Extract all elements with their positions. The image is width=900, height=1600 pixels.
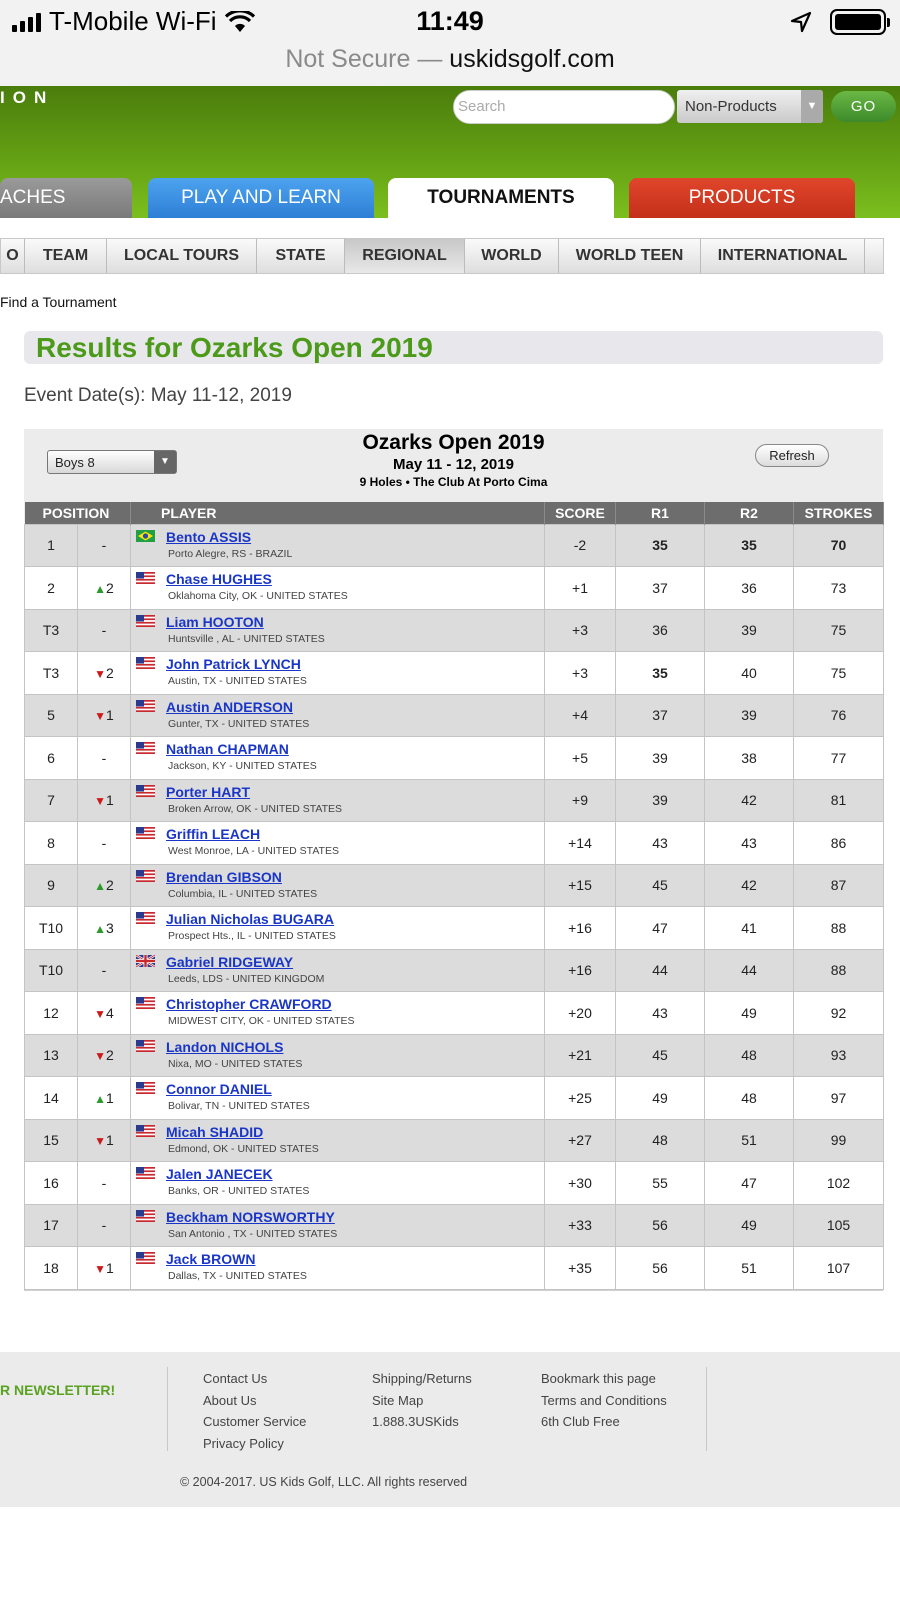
cell-strokes: 81	[794, 779, 884, 822]
cell-position: 18	[25, 1247, 78, 1290]
results-body	[25, 524, 884, 1289]
cell-movement	[78, 567, 131, 610]
position-change: 4	[106, 1004, 114, 1021]
cell-score: +4	[545, 694, 616, 737]
footer-link-terms[interactable]: Terms and Conditions	[541, 1392, 667, 1408]
status-bar	[0, 0, 900, 44]
cell-strokes: 93	[794, 1034, 884, 1077]
arrow-down-icon: ▼	[94, 1049, 107, 1064]
cell-player	[131, 907, 545, 950]
cell-movement	[78, 949, 131, 992]
leaderboard	[24, 429, 883, 1291]
table-row	[25, 822, 884, 865]
cell-position: 17	[25, 1204, 78, 1247]
cell-r1: 39	[616, 737, 705, 780]
position-change: 1	[106, 1259, 114, 1276]
table-row	[25, 992, 884, 1035]
board-title: Ozarks Open 2019	[362, 431, 545, 454]
cell-strokes: 107	[794, 1247, 884, 1290]
cell-strokes: 75	[794, 652, 884, 695]
player-location: Nixa, MO - UNITED STATES	[168, 1057, 303, 1070]
cell-position: 8	[25, 822, 78, 865]
arrow-down-icon: ▼	[94, 709, 107, 724]
cell-score: -2	[545, 524, 616, 567]
arrow-up-icon: ▲	[94, 879, 107, 894]
cell-score: +5	[545, 737, 616, 780]
arrow-down-icon: ▼	[94, 794, 107, 809]
tab-coaches[interactable]: ACHES	[0, 178, 132, 218]
cell-r1: 39	[616, 779, 705, 822]
table-row	[25, 737, 884, 780]
cell-r2: 35	[705, 524, 794, 567]
col-header-strokes: STROKES	[794, 502, 884, 524]
cell-score: +27	[545, 1119, 616, 1162]
division-value: Boys 8	[55, 455, 95, 470]
cell-position: 7	[25, 779, 78, 822]
player-location: Gunter, TX - UNITED STATES	[168, 717, 310, 730]
cell-r2: 51	[705, 1119, 794, 1162]
product-filter-value: Non-Products	[685, 98, 777, 115]
subnav-item-international[interactable]: INTERNATIONAL	[701, 239, 865, 273]
position-change: -	[101, 1217, 107, 1234]
cell-strokes: 99	[794, 1119, 884, 1162]
player-name-link[interactable]: Julian Nicholas BUGARA	[166, 911, 335, 927]
cell-score: +3	[545, 652, 616, 695]
cell-score: +3	[545, 609, 616, 652]
footer-link-phone[interactable]: 1.888.3USKids	[372, 1414, 459, 1429]
carrier-label: T-Mobile Wi-Fi	[49, 6, 217, 36]
cell-strokes: 102	[794, 1162, 884, 1205]
position-change: 1	[106, 1089, 114, 1106]
cell-player	[131, 737, 545, 780]
cell-r2: 42	[705, 779, 794, 822]
player-name-link[interactable]: Jack BROWN	[166, 1251, 256, 1267]
cell-score: +20	[545, 992, 616, 1035]
site-header	[0, 86, 900, 218]
results-table	[24, 502, 884, 1290]
cell-r1: 48	[616, 1119, 705, 1162]
footer-link-sitemap[interactable]: Site Map	[372, 1392, 424, 1408]
cell-player	[131, 864, 545, 907]
cell-score: +9	[545, 779, 616, 822]
cell-r2: 49	[705, 1204, 794, 1247]
position-change: 1	[106, 1132, 114, 1149]
position-change: 2	[106, 579, 114, 596]
player-name-link[interactable]: Porter HART	[166, 783, 251, 800]
table-row	[25, 609, 884, 652]
cell-movement	[78, 737, 131, 780]
position-change: -	[101, 537, 107, 554]
arrow-down-icon: ▼	[94, 1134, 107, 1149]
cell-r2: 36	[705, 567, 794, 610]
arrow-down-icon: ▼	[94, 1261, 107, 1276]
player-location: Dallas, TX - UNITED STATES	[168, 1270, 307, 1282]
player-location: Columbia, IL - UNITED STATES	[168, 887, 318, 900]
chevron-down-icon: ▼	[801, 90, 823, 123]
cell-movement	[78, 992, 131, 1035]
cell-movement	[78, 1162, 131, 1205]
table-row	[25, 1162, 884, 1205]
col-header-score: SCORE	[545, 502, 616, 524]
cell-r1: 45	[616, 1034, 705, 1077]
cell-position: 16	[25, 1162, 78, 1205]
cell-player	[131, 524, 545, 567]
position-change: -	[101, 622, 107, 639]
cell-r1: 35	[616, 524, 705, 567]
position-change: 1	[106, 707, 114, 724]
cell-position: T10	[25, 949, 78, 992]
tab-tournaments[interactable]: TOURNAMENTS	[388, 178, 614, 218]
arrow-down-icon: ▼	[94, 1006, 107, 1021]
position-change: -	[101, 1174, 107, 1191]
event-date: Event Date(s): May 11-12, 2019	[24, 385, 292, 406]
cell-position: 1	[25, 524, 78, 567]
cell-position: 5	[25, 694, 78, 737]
cell-r2: 44	[705, 949, 794, 992]
cell-position: T3	[25, 609, 78, 652]
player-location: Banks, OR - UNITED STATES	[168, 1185, 310, 1197]
cell-position: 9	[25, 864, 78, 907]
table-row	[25, 1119, 884, 1162]
location-arrow-icon	[790, 11, 812, 33]
cell-r2: 49	[705, 992, 794, 1035]
cell-strokes: 88	[794, 949, 884, 992]
col-header-position: POSITION	[25, 502, 131, 524]
cell-position: 14	[25, 1077, 78, 1120]
footer-link-about[interactable]: About Us	[203, 1392, 257, 1408]
position-change: 2	[106, 1047, 114, 1064]
position-change: 2	[106, 664, 114, 681]
cell-score: +35	[545, 1247, 616, 1290]
table-row	[25, 567, 884, 610]
player-name-link[interactable]: Chase HUGHES	[166, 571, 272, 587]
table-row	[25, 524, 884, 567]
cell-player	[131, 1077, 545, 1120]
player-location: Porto Alegre, RS - BRAZIL	[168, 547, 293, 560]
cell-strokes: 87	[794, 864, 884, 907]
player-location: Broken Arrow, OK - UNITED STATES	[168, 802, 343, 815]
search-input[interactable]: Search	[453, 90, 675, 124]
cell-movement	[78, 694, 131, 737]
footer-col-3	[541, 1368, 667, 1433]
cell-strokes: 105	[794, 1204, 884, 1247]
table-row	[25, 907, 884, 950]
status-right	[790, 9, 886, 35]
player-name-link[interactable]: Christopher CRAWFORD	[166, 996, 332, 1012]
footer-link-customer-service[interactable]: Customer Service	[203, 1414, 307, 1429]
cell-r1: 37	[616, 567, 705, 610]
cell-player	[131, 1204, 545, 1247]
subnav-item-local-tours[interactable]: LOCAL TOURS	[107, 239, 257, 273]
cell-r1: 43	[616, 822, 705, 865]
chevron-down-icon: ▼	[154, 451, 176, 473]
player-location: San Antonio , TX - UNITED STATES	[168, 1227, 338, 1240]
cell-r2: 43	[705, 822, 794, 865]
cell-strokes: 88	[794, 907, 884, 950]
position-change: 1	[106, 792, 114, 809]
clock: 11:49	[416, 6, 484, 36]
cell-position: 6	[25, 737, 78, 780]
cell-score: +15	[545, 864, 616, 907]
cell-player	[131, 652, 545, 695]
cell-position: 13	[25, 1034, 78, 1077]
position-change: -	[101, 962, 107, 979]
cell-position: 2	[25, 567, 78, 610]
cell-strokes: 77	[794, 737, 884, 780]
address-bar[interactable]	[0, 44, 900, 86]
player-name-link[interactable]: Landon NICHOLS	[166, 1038, 284, 1055]
cell-player	[131, 1162, 545, 1205]
cell-r1: 56	[616, 1204, 705, 1247]
cell-movement	[78, 524, 131, 567]
tab-products[interactable]: PRODUCTS	[629, 178, 855, 218]
player-name-link[interactable]: Nathan CHAPMAN	[166, 741, 289, 757]
player-location: MIDWEST CITY, OK - UNITED STATES	[168, 1015, 355, 1027]
cell-strokes: 76	[794, 694, 884, 737]
cell-r1: 49	[616, 1077, 705, 1120]
cell-r2: 40	[705, 652, 794, 695]
cell-score: +30	[545, 1162, 616, 1205]
cell-r1: 45	[616, 864, 705, 907]
cell-player	[131, 1247, 545, 1290]
cell-r2: 38	[705, 737, 794, 780]
cell-strokes: 75	[794, 609, 884, 652]
player-name-link[interactable]: John Patrick LYNCH	[166, 656, 301, 672]
table-row	[25, 694, 884, 737]
table-row	[25, 779, 884, 822]
cell-movement	[78, 652, 131, 695]
footer-col-1	[203, 1368, 306, 1454]
cell-score: +14	[545, 822, 616, 865]
cell-player	[131, 779, 545, 822]
player-name-link[interactable]: Micah SHADID	[166, 1123, 264, 1140]
cell-movement	[78, 822, 131, 865]
cell-r2: 39	[705, 609, 794, 652]
tab-play-and-learn[interactable]: PLAY AND LEARN	[148, 178, 374, 218]
table-row	[25, 652, 884, 695]
cell-r2: 48	[705, 1077, 794, 1120]
player-location: Oklahoma City, OK - UNITED STATES	[168, 590, 348, 602]
player-location: Austin, TX - UNITED STATES	[168, 675, 307, 687]
cell-position: 15	[25, 1119, 78, 1162]
cell-r1: 44	[616, 949, 705, 992]
subnav-item-partial[interactable]: O	[1, 239, 25, 273]
player-location: West Monroe, LA - UNITED STATES	[168, 845, 339, 857]
player-name-link[interactable]: Connor DANIEL	[166, 1081, 272, 1097]
table-row	[25, 1034, 884, 1077]
table-row	[25, 864, 884, 907]
cell-player	[131, 1034, 545, 1077]
cell-position: T10	[25, 907, 78, 950]
cell-player	[131, 992, 545, 1035]
cell-player	[131, 949, 545, 992]
footer-link-6th-club[interactable]: 6th Club Free	[541, 1414, 620, 1429]
product-filter-select[interactable]	[677, 90, 823, 123]
cell-player	[131, 822, 545, 865]
cell-score: +16	[545, 949, 616, 992]
player-name-link[interactable]: Bento ASSIS	[166, 528, 252, 545]
subnav-item-team[interactable]: TEAM	[25, 239, 107, 273]
player-name-link[interactable]: Griffin LEACH	[166, 826, 261, 842]
col-header-r2: R2	[705, 502, 794, 524]
cell-player	[131, 694, 545, 737]
player-name-link[interactable]: Gabriel RIDGEWAY	[166, 953, 294, 970]
cell-score: +1	[545, 567, 616, 610]
position-change: -	[101, 834, 107, 851]
cell-position: T3	[25, 652, 78, 695]
player-location: Huntsville , AL - UNITED STATES	[168, 632, 325, 645]
cell-r2: 47	[705, 1162, 794, 1205]
footer-link-privacy[interactable]: Privacy Policy	[203, 1435, 284, 1451]
cell-player	[131, 567, 545, 610]
copyright: © 2004-2017. US Kids Golf, LLC. All rights reserved	[180, 1475, 468, 1489]
cell-r2: 48	[705, 1034, 794, 1077]
table-row	[25, 1204, 884, 1247]
cell-movement	[78, 1034, 131, 1077]
cell-movement	[78, 1119, 131, 1162]
cell-r1: 56	[616, 1247, 705, 1290]
cell-r1: 43	[616, 992, 705, 1035]
player-location: Jackson, KY - UNITED STATES	[168, 760, 317, 772]
table-row	[25, 1247, 884, 1290]
arrow-up-icon: ▲	[94, 581, 107, 596]
cell-r1: 35	[616, 652, 705, 695]
not-secure-label: Not Secure —	[285, 45, 443, 73]
footer-divider	[706, 1367, 707, 1451]
tournament-subnav	[0, 238, 884, 274]
url-host: uskidsgolf.com	[449, 45, 615, 73]
cell-r2: 41	[705, 907, 794, 950]
battery-icon	[830, 9, 886, 35]
cell-score: +16	[545, 907, 616, 950]
cell-movement	[78, 1077, 131, 1120]
player-location: Bolivar, TN - UNITED STATES	[168, 1100, 310, 1112]
footer-link-contact[interactable]: Contact Us	[203, 1371, 268, 1386]
player-name-link[interactable]: Jalen JANECEK	[166, 1166, 273, 1182]
subnav-item-regional[interactable]: REGIONAL	[345, 239, 465, 273]
cell-r1: 55	[616, 1162, 705, 1205]
player-name-link[interactable]: Brendan GIBSON	[166, 868, 282, 885]
position-change: 2	[106, 877, 114, 894]
cell-movement	[78, 779, 131, 822]
cell-r1: 47	[616, 907, 705, 950]
table-row	[25, 949, 884, 992]
subnav-item-state[interactable]: STATE	[257, 239, 345, 273]
cell-movement	[78, 1204, 131, 1247]
arrow-down-icon: ▼	[94, 666, 107, 681]
player-name-link[interactable]: Liam HOOTON	[166, 613, 264, 630]
subnav-item-world[interactable]: WORLD	[465, 239, 559, 273]
footer-link-bookmark[interactable]: Bookmark this page	[541, 1371, 656, 1386]
cell-score: +33	[545, 1204, 616, 1247]
cell-r2: 39	[705, 694, 794, 737]
player-location: Leeds, LDS - UNITED KINGDOM	[168, 972, 325, 985]
cell-strokes: 70	[794, 524, 884, 567]
newsletter-signup[interactable]: R NEWSLETTER!	[0, 1382, 116, 1398]
footer-divider	[167, 1367, 168, 1451]
cell-position: 12	[25, 992, 78, 1035]
breadcrumb[interactable]: Find a Tournament	[0, 294, 117, 310]
position-change: -	[101, 749, 107, 766]
player-location: Edmond, OK - UNITED STATES	[168, 1142, 319, 1155]
cell-player	[131, 609, 545, 652]
player-name-link[interactable]: Beckham NORSWORTHY	[166, 1208, 335, 1225]
footer-link-shipping[interactable]: Shipping/Returns	[372, 1371, 472, 1386]
go-button[interactable]: GO	[831, 91, 896, 122]
cell-score: +25	[545, 1077, 616, 1120]
cell-r1: 36	[616, 609, 705, 652]
footer-col-2	[372, 1368, 472, 1433]
page-title: Results for Ozarks Open 2019	[24, 331, 883, 364]
board-venue: 9 Holes • The Club At Porto Cima	[359, 475, 548, 489]
cell-r2: 42	[705, 864, 794, 907]
cell-r1: 37	[616, 694, 705, 737]
cell-movement	[78, 1247, 131, 1290]
cell-strokes: 97	[794, 1077, 884, 1120]
col-header-r1: R1	[616, 502, 705, 524]
arrow-up-icon: ▲	[94, 1091, 107, 1106]
cell-movement	[78, 907, 131, 950]
cell-player	[131, 1119, 545, 1162]
cell-strokes: 86	[794, 822, 884, 865]
cell-strokes: 73	[794, 567, 884, 610]
table-row	[25, 1077, 884, 1120]
division-select[interactable]	[47, 450, 177, 474]
position-change: 3	[106, 919, 114, 936]
site-footer	[0, 1352, 900, 1507]
player-location: Prospect Hts., IL - UNITED STATES	[168, 930, 336, 942]
col-header-player: PLAYER	[131, 502, 545, 524]
table-header-row	[25, 502, 884, 524]
board-dates: May 11 - 12, 2019	[393, 456, 514, 473]
site-logo[interactable]: ION	[0, 88, 55, 107]
refresh-button[interactable]: Refresh	[755, 444, 829, 467]
subnav-item-world-teen[interactable]: WORLD TEEN	[559, 239, 701, 273]
cell-strokes: 92	[794, 992, 884, 1035]
cell-movement	[78, 609, 131, 652]
cell-r2: 51	[705, 1247, 794, 1290]
cell-movement	[78, 864, 131, 907]
cell-score: +21	[545, 1034, 616, 1077]
player-name-link[interactable]: Austin ANDERSON	[166, 698, 294, 715]
arrow-up-icon: ▲	[94, 921, 107, 936]
